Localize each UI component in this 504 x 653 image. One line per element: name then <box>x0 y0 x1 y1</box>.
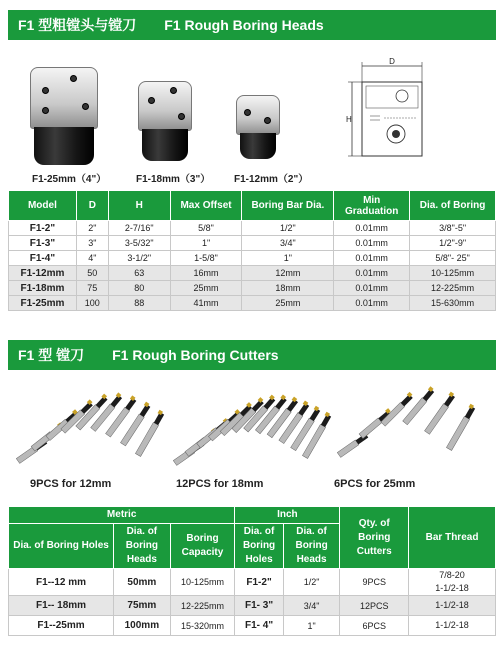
cell: F1- 3" <box>235 596 283 616</box>
col-dia-boring-holes: Dia. of Boring Holes <box>9 524 114 569</box>
boring-cutter-table <box>8 506 496 636</box>
cell: 12PCS <box>340 596 409 616</box>
dimension-d-label: D <box>389 58 395 66</box>
boring-head-specs-table <box>8 190 496 311</box>
group-header-row <box>9 507 496 524</box>
col-qty: Qty. of Boring Cutters <box>340 507 409 569</box>
cell: 25mm <box>242 296 334 311</box>
cell: 16mm <box>170 266 242 281</box>
cell: 9PCS <box>340 569 409 596</box>
boring-head-12mm-image <box>236 95 280 163</box>
cell: 50 <box>76 266 108 281</box>
col-model: Model <box>9 191 77 221</box>
table-row <box>9 251 496 266</box>
cell: 3/4" <box>283 596 340 616</box>
table-row <box>9 281 496 296</box>
table-row <box>9 596 496 616</box>
cell: 75mm <box>114 596 171 616</box>
cell: F1-2" <box>235 569 283 596</box>
cell: 75 <box>76 281 108 296</box>
col-bar-thread: Bar Thread <box>409 507 496 569</box>
cell: 5/8" <box>170 221 242 236</box>
cell: 12-225mm <box>410 281 496 296</box>
cell: 100 <box>76 296 108 311</box>
dimension-h-label: H <box>346 115 352 124</box>
cell: F1-- 18mm <box>9 596 114 616</box>
cell: 0.01mm <box>334 251 410 266</box>
cell: 10-125mm <box>170 569 235 596</box>
table-row <box>9 616 496 636</box>
col-boring-bar-dia: Boring Bar Dia. <box>242 191 334 221</box>
cell: 6PCS <box>340 616 409 636</box>
group-inch: Inch <box>235 507 340 524</box>
boring-head-18mm-image <box>138 81 192 165</box>
cell: 1/2" <box>283 569 340 596</box>
cell: F1-12mm <box>9 266 77 281</box>
boring-head-25mm-image <box>30 67 98 167</box>
cell: 1/2"-9" <box>410 236 496 251</box>
cutters-title-en: F1 Rough Boring Cutters <box>112 347 279 363</box>
heads-title-en: F1 Rough Boring Heads <box>164 17 324 33</box>
cell: 0.01mm <box>334 296 410 311</box>
col-dia-boring-heads: Dia. of Boring Heads <box>114 524 171 569</box>
cell: 12-225mm <box>170 596 235 616</box>
cell: 3" <box>76 236 108 251</box>
cell: F1--12 mm <box>9 569 114 596</box>
cell: 1-5/8" <box>170 251 242 266</box>
cell: F1-25mm <box>9 296 77 311</box>
cell: 1" <box>242 251 334 266</box>
cell: 3/4" <box>242 236 334 251</box>
cutter-set-3 <box>337 386 477 457</box>
cell: 0.01mm <box>334 221 410 236</box>
thread-value: 1-1/2-18 <box>435 620 469 630</box>
product-label: F1-18mm（3"） <box>136 174 211 185</box>
cell: 18mm <box>242 281 334 296</box>
cell: F1-2" <box>9 221 77 236</box>
product-label: F1-12mm（2"） <box>234 174 309 185</box>
cell: 4" <box>76 251 108 266</box>
cell: 25mm <box>170 281 242 296</box>
cell: F1- 4" <box>235 616 283 636</box>
cell: 1/2" <box>242 221 334 236</box>
col-inch-dia-holes: Dia. of Boring Holes <box>235 524 283 569</box>
cell: 2-7/16" <box>108 221 170 236</box>
table-row <box>9 236 496 251</box>
col-max-offset: Max Offset <box>170 191 242 221</box>
cutter-set-label: 6PCS for 25mm <box>334 478 416 490</box>
cell: 10-125mm <box>410 266 496 281</box>
cutter-set-label: 9PCS for 12mm <box>30 478 112 490</box>
cell: 0.01mm <box>334 236 410 251</box>
col-min-graduation: Min Graduation <box>334 191 410 221</box>
cell: 100mm <box>114 616 171 636</box>
cell: 12mm <box>242 266 334 281</box>
cell: 0.01mm <box>334 281 410 296</box>
cutter-set-1 <box>16 392 166 463</box>
cell: F1-3" <box>9 236 77 251</box>
cell: 88 <box>108 296 170 311</box>
cell: 80 <box>108 281 170 296</box>
cell <box>409 616 496 636</box>
cell: 1" <box>283 616 340 636</box>
boring-cutter <box>446 404 477 451</box>
cell: 2" <box>76 221 108 236</box>
thread-value: 7/8-20 <box>439 570 465 580</box>
specs-header-row <box>9 191 496 221</box>
cell: 3-1/2" <box>108 251 170 266</box>
thread-value: 1-1/2-18 <box>435 600 469 610</box>
boring-cutter <box>302 412 333 459</box>
cell: 5/8"- 25" <box>410 251 496 266</box>
boring-head-technical-drawing <box>340 58 450 166</box>
col-dia-of-boring: Dia. of Boring <box>410 191 496 221</box>
cell: 3-5/32" <box>108 236 170 251</box>
table-row <box>9 221 496 236</box>
product-label: F1-25mm（4"） <box>32 174 107 185</box>
thread-value: 1-1/2-18 <box>435 583 469 593</box>
col-h: H <box>108 191 170 221</box>
table-row <box>9 569 496 596</box>
cutter-set-label: 12PCS for 18mm <box>176 478 264 490</box>
cell <box>409 569 496 596</box>
cell: 1" <box>170 236 242 251</box>
boring-cutter-sets-photo <box>8 385 496 475</box>
cutter-set-2 <box>173 395 333 466</box>
cell <box>409 596 496 616</box>
cell: 50mm <box>114 569 171 596</box>
cell: 3/8"-5" <box>410 221 496 236</box>
boring-cutter <box>45 409 79 440</box>
cutters-title-zh: F1 型 镗刀 <box>18 347 85 363</box>
col-boring-capacity: Boring Capacity <box>170 524 235 569</box>
group-metric: Metric <box>9 507 235 524</box>
cell: F1--25mm <box>9 616 114 636</box>
table-row <box>9 296 496 311</box>
cell: 0.01mm <box>334 266 410 281</box>
boring-cutter <box>402 386 436 425</box>
cell: F1-18mm <box>9 281 77 296</box>
cell: F1-4" <box>9 251 77 266</box>
table-row <box>9 266 496 281</box>
cell: 15-320mm <box>170 616 235 636</box>
col-d: D <box>76 191 108 221</box>
cell: 41mm <box>170 296 242 311</box>
cell: 63 <box>108 266 170 281</box>
col-inch-dia-heads: Dia. of Boring Heads <box>283 524 340 569</box>
heads-section-banner <box>8 10 496 40</box>
heads-title-zh: F1 型粗镗头与镗刀 <box>18 17 137 33</box>
cutters-section-banner <box>8 340 496 370</box>
cell: 15-630mm <box>410 296 496 311</box>
